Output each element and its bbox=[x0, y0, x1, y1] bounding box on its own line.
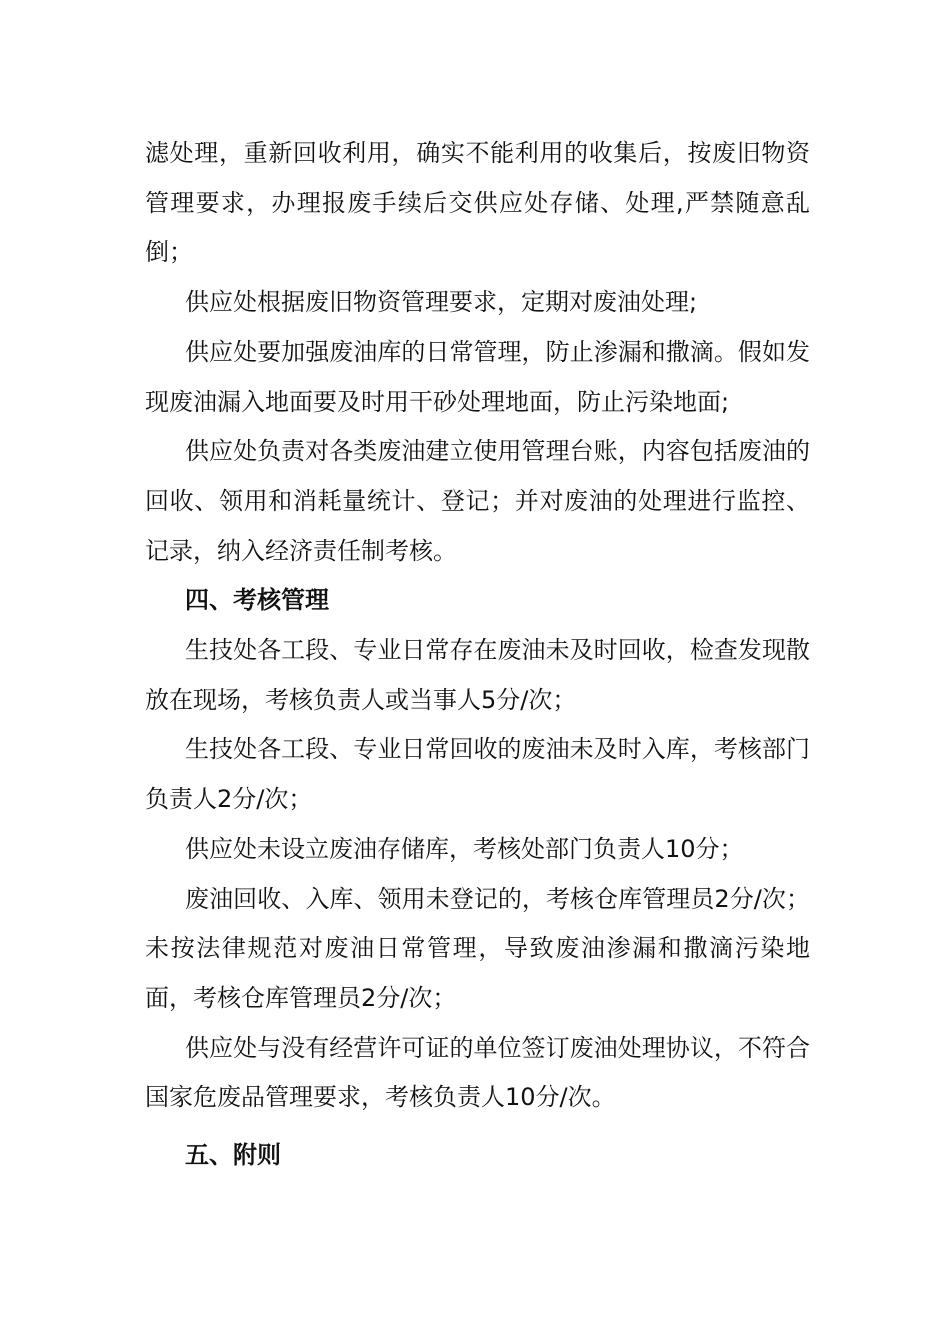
paragraph: 供应处根据废旧物资管理要求，定期对废油处理; bbox=[185, 288, 698, 317]
section-heading-appendix: 五、附则 bbox=[185, 1141, 281, 1170]
paragraph: 生技处各工段、专业日常存在废油未及时回收，检查发现散放在现场，考核负责人或当事人5分/次； bbox=[145, 636, 810, 714]
paragraph: 供应处未设立废油存储库，考核处部门负责人10分； bbox=[185, 834, 744, 863]
paragraph: 供应处负责对各类废油建立使用管理台账，内容包括废油的回收、领用和消耗量统计、登记；并对废油的处理进行监控、记录，纳入经济责任制考核。 bbox=[145, 437, 810, 565]
paragraph: 供应处与没有经营许可证的单位签订废油处理协议，不符合国家危废品管理要求，考核负责人10分/次。 bbox=[145, 1033, 810, 1112]
paragraph-continuation: 滤处理，重新回收利用，确实不能利用的收集后，按废旧物资管理要求，办理报废手续后交供应处存储、处理,严禁随意乱倒； bbox=[145, 139, 810, 267]
document-body bbox=[145, 129, 810, 1181]
paragraph: 供应处要加强废油库的日常管理，防止渗漏和撒滴。假如发现废油漏入地面要及时用干砂处理地面，防止污染地面; bbox=[145, 337, 810, 416]
section-heading-assessment: 四、考核管理 bbox=[185, 586, 329, 615]
paragraph: 生技处各工段、专业日常回收的废油未及时入库，考核部门负责人2分/次； bbox=[145, 735, 810, 814]
paragraph: 废油回收、入库、领用未登记的，考核仓库管理员2分/次；未按法律规范对废油日常管理，导致废油渗漏和撒滴污染地面，考核仓库管理员2分/次； bbox=[145, 884, 810, 1012]
